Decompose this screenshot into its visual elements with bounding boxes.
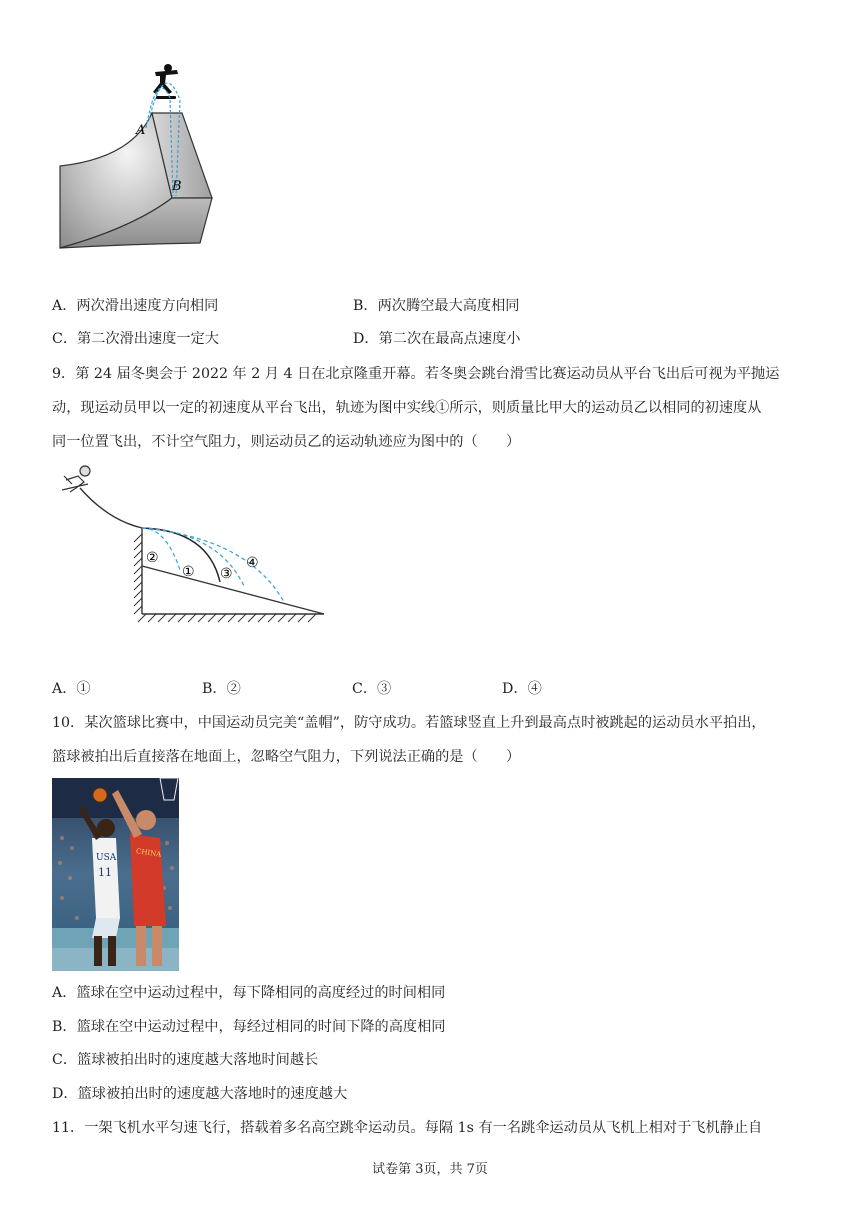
jersey-usa-text: USA: [96, 853, 117, 863]
q9-stem-line-2: 动，现运动员甲以一定的初速度从平台飞出，轨迹为图中实线①所示，则质量比甲大的运动员乙以相同的初速度从: [52, 400, 762, 416]
q10-stem-line-1: 10．某次篮球比赛中，中国运动员完美“盖帽”，防守成功。若篮球竖直上升到最高点时被跳起的运动员水平拍出，: [52, 715, 766, 731]
ski-jump-figure: [58, 462, 330, 632]
q9-option-d[interactable]: D．④: [502, 681, 542, 697]
q10-option-d[interactable]: D．篮球被拍出时的速度越大落地时的速度越大: [52, 1086, 348, 1102]
trajectory-label-1: ①: [182, 564, 195, 580]
q9-stem-line-3: 同一位置飞出，不计空气阻力，则运动员乙的运动轨迹应为图中的（ ）: [52, 434, 521, 450]
basketball-icon: [93, 788, 107, 802]
q11-stem-line-1: 11．一架飞机水平匀速飞行，搭载着多名高空跳伞运动员。每隔 1s 有一名跳伞运动员从飞机上相对于飞机静止自: [52, 1120, 763, 1136]
q9-option-a[interactable]: A．①: [52, 681, 91, 697]
q9-option-c[interactable]: C．③: [352, 681, 392, 697]
q8-option-b[interactable]: B．两次腾空最大高度相同: [353, 298, 520, 314]
page-footer: 试卷第 3页，共 7页: [372, 1162, 488, 1177]
skate-ramp-figure: [52, 58, 222, 253]
label-a: A: [136, 123, 146, 138]
jersey-number: 11: [98, 866, 112, 879]
q10-option-b[interactable]: B．篮球在空中运动过程中，每经过相同的时间下降的高度相同: [52, 1019, 446, 1035]
trajectory-label-2: ②: [146, 550, 159, 566]
q10-option-a[interactable]: A．篮球在空中运动过程中，每下降相同的高度经过的时间相同: [52, 985, 446, 1001]
q8-option-a[interactable]: A．两次滑出速度方向相同: [52, 298, 219, 314]
label-b: B: [172, 179, 182, 194]
trajectory-label-3: ③: [220, 566, 233, 582]
q10-stem-line-2: 篮球被拍出后直接落在地面上，忽略空气阻力，下列说法正确的是（ ）: [52, 749, 521, 765]
skier-icon: [62, 466, 90, 492]
q8-option-d[interactable]: D．第二次在最高点速度小: [353, 331, 521, 347]
q9-stem-line-1: 9．第 24 届冬奥会于 2022 年 2 月 4 日在北京隆重开幕。若冬奥会跳台滑雪比赛运动员从平台飞出后可视为平抛运: [52, 366, 780, 382]
q8-option-c[interactable]: C．第二次滑出速度一定大: [52, 331, 219, 347]
q10-option-c[interactable]: C．篮球被拍出时的速度越大落地时间越长: [52, 1052, 319, 1068]
trajectory-label-4: ④: [246, 555, 259, 571]
q9-option-b[interactable]: B．②: [202, 681, 241, 697]
jersey-china-text: CHINA: [135, 847, 162, 859]
basketball-photo: [52, 778, 179, 971]
